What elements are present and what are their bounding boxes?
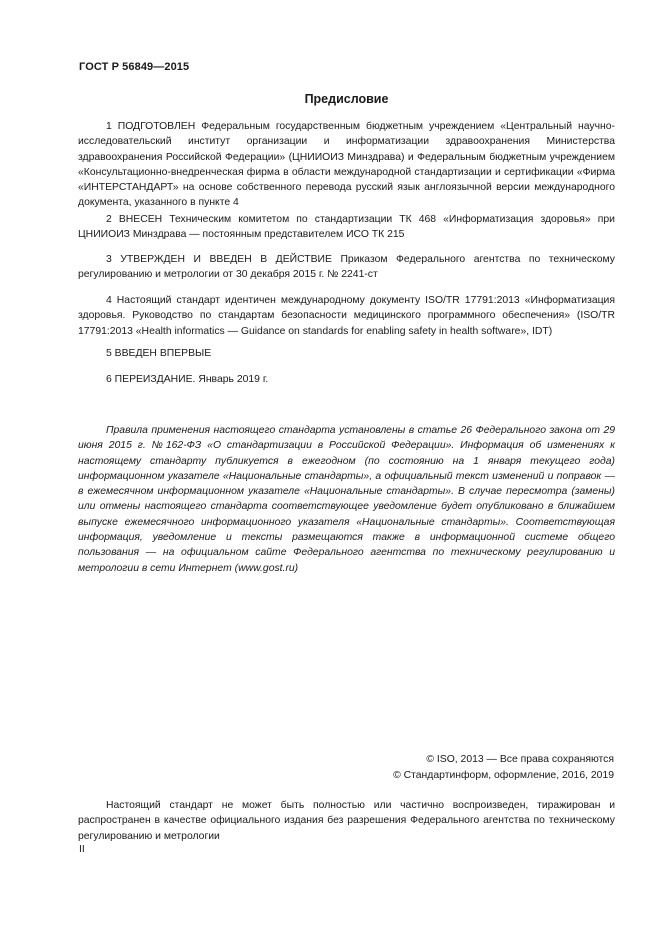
application-rules-note: Правила применения настоящего стандарта установлены в статье 26 Федерального закона от 29 июня 2015 г. №162-ФЗ «О стандартизации в Российской Федерации». Информация об изменениях к настоящему стандарту публикуется в ежегодном (по состоянию на 1 января текущего года) информационном указателе «Национальные стандарты», а официальный текст изменений и поправок — в ежемесячном информационном указателе «Национальные стандарты». В случае пересмотра (замены) или отмены настоящего стандарта соответствующее уведомление будет опубликовано в ближайшем выпуске ежемесячного информационного указателя «Национальные стандарты». Соответствующая информация, уведомление и тексты размещаются также в информационной системе общего пользования — на официальном сайте Федерального агентства по техническому регулированию и метрологии в сети Интернет (www.gost.ru) bbox=[78, 425, 615, 574]
reproduction-restriction: Настоящий стандарт не может быть полностью или частично воспроизведен, тиражирован и распространен в качестве официального издания без разрешения Федерального агентства по техническому регулированию и метрологии bbox=[78, 800, 615, 842]
foreword-item-6: 6 ПЕРЕИЗДАНИЕ. Январь 2019 г. bbox=[106, 374, 269, 385]
page-number: II bbox=[79, 844, 85, 855]
page-title: Предисловие bbox=[304, 92, 389, 106]
foreword-item-2: 2 ВНЕСЕН Техническим комитетом по стандартизации ТК 468 «Информатизация здоровья» при ЦНИИОИЗ Минздрава — постоянным представителем ИСО ТК 215 bbox=[78, 214, 615, 241]
foreword-item-5: 5 ВВЕДЕН ВПЕРВЫЕ bbox=[106, 348, 212, 359]
foreword-item-1: 1 ПОДГОТОВЛЕН Федеральным государственным бюджетным учреждением «Центральный научно-исследовательский институт организации и информатизации здравоохранения Министерства здравоохранения Российской Федерации» (ЦНИИОИЗ Минздрава) и Федеральным бюджетным учреждением «Консультационно-внедренческая фирма в области международной стандартизации и сертификации «Фирма «ИНТЕРСТАНДАРТ» на основе собственного перевода русский язык англоязычной версии международного документа, указанного в пункте 4 bbox=[78, 121, 615, 209]
copyright-iso: © ISO, 2013 — Все права сохраняются bbox=[426, 754, 614, 765]
document-code: ГОСТ Р 56849—2015 bbox=[79, 61, 190, 73]
foreword-item-4: 4 Настоящий стандарт идентичен международному документу ISO/TR 17791:2013 «Информатизация здоровья. Руководство по стандартам безопасности медицинского программного обеспечения» (ISO/TR 17791:2013 «Health informatics — Guidance on standards for enabling safety in health software», IDT) bbox=[78, 295, 615, 337]
copyright-standartinform: © Стандартинформ, оформление, 2016, 2019 bbox=[393, 770, 614, 781]
foreword-item-3: 3 УТВЕРЖДЕН И ВВЕДЕН В ДЕЙСТВИЕ Приказом Федерального агентства по техническому регулированию и метрологии от 30 декабря 2015 г. № 2241-ст bbox=[78, 254, 615, 281]
